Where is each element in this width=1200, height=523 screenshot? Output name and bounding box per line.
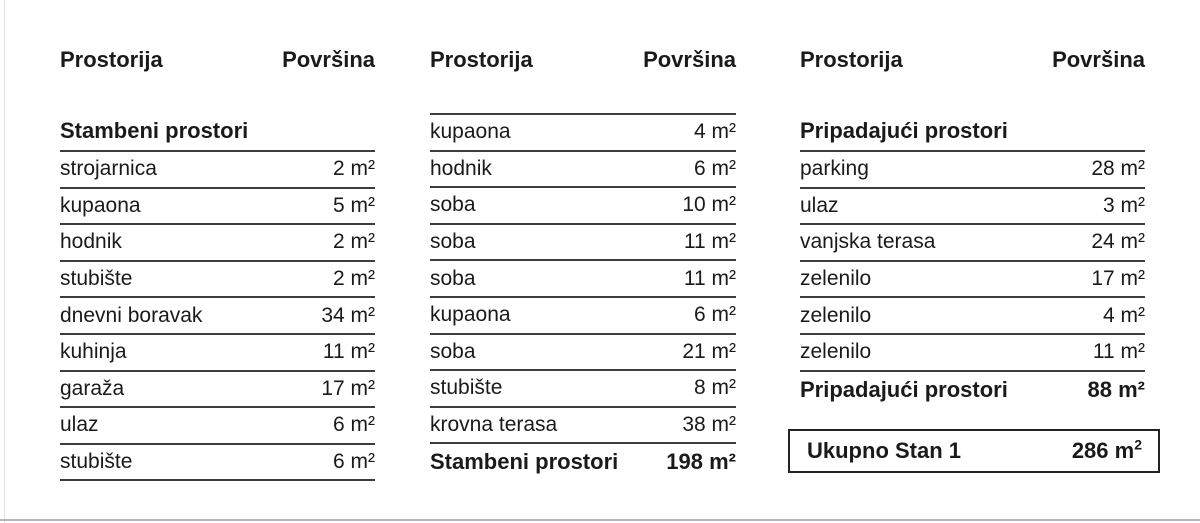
room-area: 4 m² bbox=[1103, 303, 1145, 327]
room-name: soba bbox=[430, 230, 476, 254]
room-name: soba bbox=[430, 193, 476, 217]
room-area: 21 m² bbox=[682, 339, 736, 363]
section-header-stambeni bbox=[60, 114, 375, 152]
room-area: 11 m² bbox=[683, 266, 736, 290]
room-area: 17 m² bbox=[321, 376, 375, 400]
subtotal-value: 88 m² bbox=[1087, 376, 1145, 402]
table-row bbox=[430, 335, 736, 372]
table-row bbox=[60, 298, 375, 335]
table-row bbox=[800, 335, 1145, 372]
grand-total-box bbox=[788, 429, 1160, 473]
room-name: stubište bbox=[430, 376, 503, 400]
subtotal-row-pripadajuci bbox=[800, 371, 1145, 408]
table-row bbox=[430, 298, 736, 335]
subtotal-value: 198 m² bbox=[666, 448, 736, 474]
room-area: 34 m² bbox=[321, 303, 375, 327]
table-row bbox=[430, 225, 736, 262]
room-name: garaža bbox=[60, 376, 125, 400]
subtotal-label: Pripadajući prostori bbox=[800, 376, 1008, 402]
room-area: 4 m² bbox=[694, 120, 736, 144]
room-name: stubište bbox=[60, 450, 133, 474]
room-name: krovna terasa bbox=[430, 413, 558, 437]
table-body bbox=[60, 152, 375, 481]
room-area: 6 m² bbox=[694, 156, 736, 180]
table-row bbox=[60, 335, 375, 372]
table-body bbox=[800, 152, 1145, 372]
column-header-area: Površina bbox=[643, 47, 736, 72]
table-row bbox=[60, 445, 375, 482]
table-row bbox=[60, 408, 375, 445]
room-name: ulaz bbox=[800, 193, 839, 217]
room-name: strojarnica bbox=[60, 157, 157, 181]
table-row bbox=[60, 262, 375, 299]
table-stambeni-prostori-part1 bbox=[60, 0, 375, 523]
table-row bbox=[430, 152, 736, 189]
room-area: 11 m² bbox=[1092, 340, 1145, 364]
subtotal-label: Stambeni prostori bbox=[430, 448, 619, 474]
room-name: zelenilo bbox=[800, 303, 872, 327]
column-header-room: Prostorija bbox=[800, 47, 903, 72]
room-name: zelenilo bbox=[800, 267, 872, 291]
room-area: 11 m² bbox=[683, 230, 736, 254]
table-row bbox=[430, 188, 736, 225]
room-area: 24 m² bbox=[1091, 230, 1145, 254]
column-header-area: Površina bbox=[282, 47, 375, 72]
table-row bbox=[800, 262, 1145, 299]
room-area: 6 m² bbox=[333, 413, 375, 437]
room-name: kupaona bbox=[60, 193, 141, 217]
table-row bbox=[60, 225, 375, 262]
room-name: ulaz bbox=[60, 413, 99, 437]
room-name: hodnik bbox=[60, 230, 122, 254]
room-name: zelenilo bbox=[800, 340, 872, 364]
room-area: 3 m² bbox=[1103, 193, 1145, 217]
room-area: 38 m² bbox=[682, 413, 736, 437]
room-area: 2 m² bbox=[333, 230, 375, 254]
table-row bbox=[800, 152, 1145, 189]
table-row bbox=[800, 225, 1145, 262]
table-row bbox=[60, 189, 375, 226]
room-name: parking bbox=[800, 157, 869, 181]
table-row bbox=[800, 298, 1145, 335]
grand-total-label: Ukupno Stan 1 bbox=[807, 438, 962, 463]
table-row bbox=[430, 371, 736, 408]
table-header bbox=[60, 46, 375, 74]
superscript-two: 2 bbox=[1134, 436, 1142, 453]
room-area: 2 m² bbox=[333, 157, 375, 181]
section-header-pripadajuci bbox=[800, 114, 1145, 152]
room-area: 11 m² bbox=[322, 340, 375, 364]
table-row bbox=[60, 372, 375, 409]
table-row bbox=[430, 408, 736, 445]
table-header bbox=[800, 46, 1145, 74]
room-area: 17 m² bbox=[1091, 267, 1145, 291]
room-area: 6 m² bbox=[694, 303, 736, 327]
table-row bbox=[430, 261, 736, 298]
room-area: 10 m² bbox=[682, 193, 736, 217]
room-area: 8 m² bbox=[694, 376, 736, 400]
room-name: soba bbox=[430, 339, 476, 363]
section-header-label: Stambeni prostori bbox=[60, 118, 249, 143]
section-header-label: Pripadajući prostori bbox=[800, 118, 1008, 143]
table-row bbox=[430, 115, 736, 152]
room-area: 2 m² bbox=[333, 267, 375, 291]
page-left-edge-line bbox=[4, 0, 5, 523]
room-name: kupaona bbox=[430, 303, 511, 327]
table-header bbox=[430, 46, 736, 74]
table-row bbox=[800, 189, 1145, 226]
column-header-area: Površina bbox=[1052, 47, 1145, 72]
subtotal-row-stambeni bbox=[430, 443, 736, 480]
room-area: 6 m² bbox=[333, 450, 375, 474]
column-header-room: Prostorija bbox=[430, 47, 533, 72]
room-area: 5 m² bbox=[333, 193, 375, 217]
room-area: 28 m² bbox=[1091, 157, 1145, 181]
grand-total-value: 286 $m^2$ bbox=[1071, 436, 1142, 463]
table-pripadajuci-prostori bbox=[800, 0, 1145, 523]
column-header-room: Prostorija bbox=[60, 47, 163, 72]
table-stambeni-prostori-part2 bbox=[430, 0, 736, 523]
room-name: kupaona bbox=[430, 120, 511, 144]
table-body bbox=[430, 113, 736, 444]
room-name: vanjska terasa bbox=[800, 230, 936, 254]
table-row bbox=[60, 152, 375, 189]
room-name: stubište bbox=[60, 267, 133, 291]
room-name: dnevni boravak bbox=[60, 303, 203, 327]
room-name: soba bbox=[430, 266, 476, 290]
room-name: kuhinja bbox=[60, 340, 127, 364]
room-name: hodnik bbox=[430, 156, 492, 180]
